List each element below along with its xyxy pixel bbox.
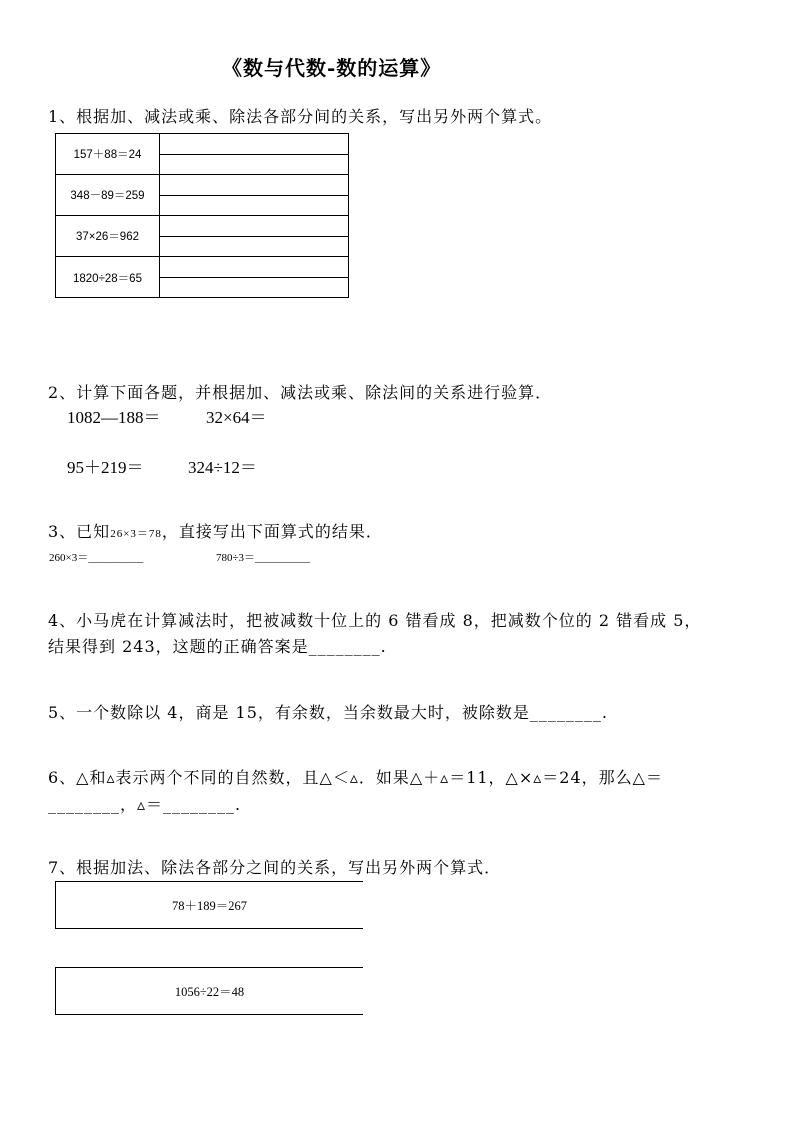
equation-text: 78＋189＝267 bbox=[171, 899, 247, 913]
answer-line bbox=[160, 236, 348, 237]
question-6-line-1: 6、△和▵表示两个不同的自然数，且△＜▵．如果△＋▵＝11，△×▵＝24，那么△＝ bbox=[48, 768, 663, 787]
equation-cell: 1820÷28＝65 bbox=[56, 257, 160, 298]
equation-cell: 37×26＝962 bbox=[56, 216, 160, 256]
question-1-table bbox=[55, 133, 349, 298]
question-3-prompt bbox=[48, 519, 383, 542]
table-row bbox=[56, 216, 348, 257]
question-3-suffix: ，直接写出下面算式的结果． bbox=[161, 522, 383, 541]
fill-blank-item: 260×3＝__________ bbox=[49, 552, 144, 564]
equation-text: 1056÷22＝48 bbox=[174, 985, 245, 999]
answer-line bbox=[160, 195, 348, 196]
equation-cell: 157＋88＝24 bbox=[56, 134, 160, 174]
question-3-prefix: 3、已知 bbox=[48, 522, 111, 541]
answer-line bbox=[160, 154, 348, 155]
question-2-prompt: 2、计算下面各题，并根据加、减法或乘、除法间的关系进行验算． bbox=[48, 383, 553, 402]
question-7-prompt: 7、根据加法、除法各部分之间的关系，写出另外两个算式． bbox=[48, 858, 502, 877]
equation-cell: 348－89＝259 bbox=[56, 175, 160, 215]
given-equation: 26×3＝78 bbox=[110, 528, 162, 540]
question-4-line-2: 结果得到 243，这题的正确答案是________. bbox=[48, 637, 387, 656]
answer-line bbox=[160, 277, 348, 278]
question-6-line-2: ________，▵＝________. bbox=[48, 795, 242, 814]
question-1-prompt: 1、根据加、减法或乘、除法各部分间的关系，写出另外两个算式。 bbox=[48, 107, 553, 126]
calc-item: 95＋219＝ bbox=[67, 458, 144, 477]
page-title: 《数与代数-数的运算》 bbox=[222, 56, 442, 80]
equation-box bbox=[55, 881, 363, 929]
table-row bbox=[56, 175, 348, 216]
calc-item: 1082―188＝ bbox=[67, 408, 161, 427]
question-4-line-1: 4、小马虎在计算减法时，把被减数十位上的 6 错看成 8，把减数个位的 2 错看成 5， bbox=[48, 611, 702, 630]
equation-box bbox=[55, 967, 363, 1015]
fill-blank-item: 780÷3＝__________ bbox=[216, 552, 311, 564]
calc-item: 324÷12＝ bbox=[188, 458, 257, 477]
calc-item: 32×64＝ bbox=[206, 408, 267, 427]
table-row bbox=[56, 134, 348, 175]
table-row bbox=[56, 257, 348, 298]
question-5: 5、一个数除以 4，商是 15，有余数，当余数最大时，被除数是________. bbox=[48, 703, 608, 722]
